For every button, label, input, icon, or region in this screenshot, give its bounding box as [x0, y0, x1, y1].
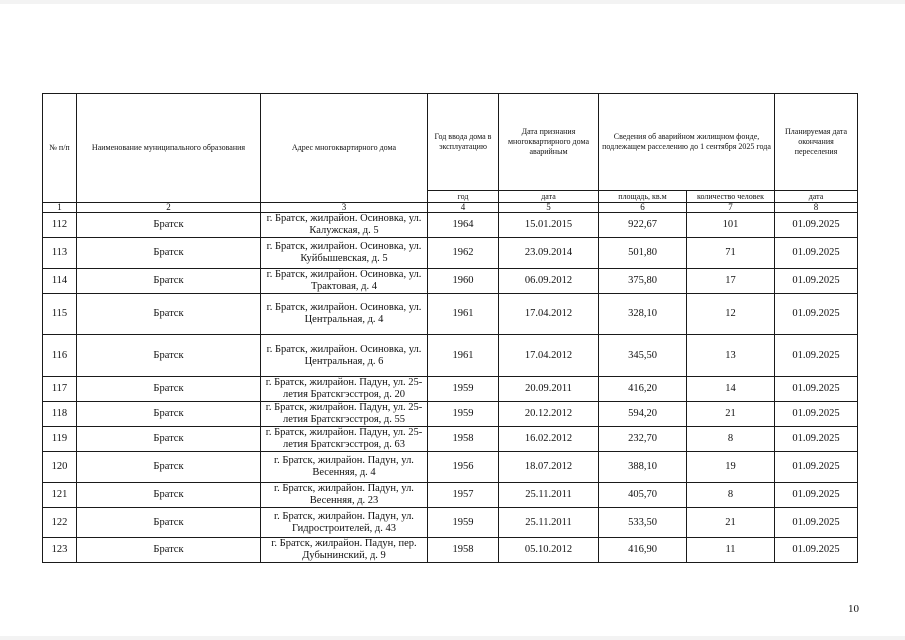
cell-area: 375,80: [599, 269, 687, 294]
subheader-area: площадь, кв.м: [599, 191, 687, 203]
cell-municipality: Братск: [77, 538, 261, 563]
table-row: [43, 427, 858, 452]
cell-address: г. Братск, жилрайон. Падун, ул. 25-летия Братскгэсстроя, д. 55: [261, 402, 428, 427]
cell-num: 116: [43, 335, 77, 377]
cell-num: 122: [43, 508, 77, 538]
cell-people: 21: [687, 402, 775, 427]
cell-year: 1958: [428, 538, 499, 563]
cell-area: 594,20: [599, 402, 687, 427]
cell-planned: 01.09.2025: [775, 335, 858, 377]
cell-num: 118: [43, 402, 77, 427]
column-number: 4: [428, 203, 499, 213]
cell-num: 117: [43, 377, 77, 402]
cell-planned: 01.09.2025: [775, 483, 858, 508]
cell-address: г. Братск, жилрайон. Падун, ул. Весенняя, д. 23: [261, 483, 428, 508]
cell-planned: 01.09.2025: [775, 377, 858, 402]
cell-num: 121: [43, 483, 77, 508]
cell-area: 416,90: [599, 538, 687, 563]
cell-planned: 01.09.2025: [775, 269, 858, 294]
table-row: [43, 483, 858, 508]
subheader-date: дата: [499, 191, 599, 203]
cell-year: 1964: [428, 213, 499, 238]
cell-year: 1957: [428, 483, 499, 508]
cell-area: 405,70: [599, 483, 687, 508]
cell-planned: 01.09.2025: [775, 294, 858, 335]
cell-date: 18.07.2012: [499, 452, 599, 483]
cell-municipality: Братск: [77, 269, 261, 294]
cell-year: 1959: [428, 402, 499, 427]
column-number: 2: [77, 203, 261, 213]
column-number: 5: [499, 203, 599, 213]
cell-address: г. Братск, жилрайон. Падун, ул. 25-летия Братскгэсстроя, д. 20: [261, 377, 428, 402]
cell-num: 119: [43, 427, 77, 452]
cell-date: 17.04.2012: [499, 335, 599, 377]
table-row: [43, 402, 858, 427]
cell-people: 14: [687, 377, 775, 402]
cell-num: 115: [43, 294, 77, 335]
cell-address: г. Братск, жилрайон. Осиновка, ул. Центральная, д. 6: [261, 335, 428, 377]
cell-people: 13: [687, 335, 775, 377]
cell-municipality: Братск: [77, 483, 261, 508]
cell-num: 120: [43, 452, 77, 483]
cell-year: 1959: [428, 377, 499, 402]
header-num: № п/п: [43, 94, 77, 203]
table-row: [43, 238, 858, 269]
cell-people: 8: [687, 483, 775, 508]
cell-num: 112: [43, 213, 77, 238]
table-row: [43, 269, 858, 294]
cell-area: 416,20: [599, 377, 687, 402]
cell-people: 8: [687, 427, 775, 452]
cell-address: г. Братск, жилрайон. Осиновка, ул. Калужская, д. 5: [261, 213, 428, 238]
cell-num: 114: [43, 269, 77, 294]
cell-address: г. Братск, жилрайон. Падун, ул. Гидростроителей, д. 43: [261, 508, 428, 538]
cell-municipality: Братск: [77, 335, 261, 377]
table-row: [43, 538, 858, 563]
cell-planned: 01.09.2025: [775, 402, 858, 427]
subheader-planned: дата: [775, 191, 858, 203]
cell-address: г. Братск, жилрайон. Падун, ул. Весенняя, д. 4: [261, 452, 428, 483]
column-number: 1: [43, 203, 77, 213]
table-row: [43, 335, 858, 377]
header-address: Адрес многоквартирного дома: [261, 94, 428, 203]
page-edge-top: [0, 0, 905, 4]
cell-date: 17.04.2012: [499, 294, 599, 335]
header-planned-date: Планируемая дата окончания переселения: [775, 94, 858, 191]
cell-municipality: Братск: [77, 213, 261, 238]
cell-date: 25.11.2011: [499, 483, 599, 508]
cell-address: г. Братск, жилрайон. Падун, ул. 25-летия Братскгэсстроя, д. 63: [261, 427, 428, 452]
subheader-people: количество человек: [687, 191, 775, 203]
header-recognition-date: Дата признания многоквартирного дома аварийным: [499, 94, 599, 191]
header-municipality: Наименование муниципального образования: [77, 94, 261, 203]
page-number: 10: [848, 603, 859, 615]
cell-area: 922,67: [599, 213, 687, 238]
cell-date: 06.09.2012: [499, 269, 599, 294]
cell-people: 11: [687, 538, 775, 563]
table-row: [43, 377, 858, 402]
cell-people: 19: [687, 452, 775, 483]
page-edge-bottom: [0, 636, 905, 640]
column-number: 3: [261, 203, 428, 213]
header-year: Год ввода дома в эксплуатацию: [428, 94, 499, 191]
cell-planned: 01.09.2025: [775, 452, 858, 483]
table-row: [43, 213, 858, 238]
column-number: 8: [775, 203, 858, 213]
cell-year: 1958: [428, 427, 499, 452]
cell-year: 1962: [428, 238, 499, 269]
cell-year: 1961: [428, 294, 499, 335]
subheader-year: год: [428, 191, 499, 203]
cell-num: 113: [43, 238, 77, 269]
cell-address: г. Братск, жилрайон. Падун, пер. Дубынинский, д. 9: [261, 538, 428, 563]
column-number: 6: [599, 203, 687, 213]
cell-date: 23.09.2014: [499, 238, 599, 269]
cell-year: 1960: [428, 269, 499, 294]
column-number-row: [43, 203, 858, 213]
cell-date: 20.12.2012: [499, 402, 599, 427]
cell-municipality: Братск: [77, 294, 261, 335]
cell-municipality: Братск: [77, 427, 261, 452]
cell-address: г. Братск, жилрайон. Осиновка, ул. Трактовая, д. 4: [261, 269, 428, 294]
cell-municipality: Братск: [77, 452, 261, 483]
cell-municipality: Братск: [77, 377, 261, 402]
cell-municipality: Братск: [77, 402, 261, 427]
cell-municipality: Братск: [77, 508, 261, 538]
cell-date: 15.01.2015: [499, 213, 599, 238]
cell-planned: 01.09.2025: [775, 538, 858, 563]
cell-num: 123: [43, 538, 77, 563]
table-row: [43, 508, 858, 538]
cell-planned: 01.09.2025: [775, 508, 858, 538]
cell-people: 71: [687, 238, 775, 269]
cell-planned: 01.09.2025: [775, 238, 858, 269]
table-row: [43, 294, 858, 335]
cell-date: 05.10.2012: [499, 538, 599, 563]
cell-year: 1961: [428, 335, 499, 377]
cell-area: 328,10: [599, 294, 687, 335]
cell-people: 17: [687, 269, 775, 294]
cell-date: 16.02.2012: [499, 427, 599, 452]
cell-area: 388,10: [599, 452, 687, 483]
cell-area: 501,80: [599, 238, 687, 269]
header-row: [43, 94, 858, 191]
cell-area: 345,50: [599, 335, 687, 377]
cell-area: 533,50: [599, 508, 687, 538]
cell-year: 1959: [428, 508, 499, 538]
cell-people: 101: [687, 213, 775, 238]
cell-address: г. Братск, жилрайон. Осиновка, ул. Куйбышевская, д. 5: [261, 238, 428, 269]
table-body: [43, 213, 858, 563]
cell-date: 25.11.2011: [499, 508, 599, 538]
cell-people: 21: [687, 508, 775, 538]
column-number: 7: [687, 203, 775, 213]
cell-people: 12: [687, 294, 775, 335]
table-row: [43, 452, 858, 483]
emergency-housing-table: [42, 93, 858, 563]
cell-municipality: Братск: [77, 238, 261, 269]
header-fund-info: Сведения об аварийном жилищном фонде, подлежащем расселению до 1 сентября 2025 года: [599, 94, 775, 191]
cell-area: 232,70: [599, 427, 687, 452]
cell-date: 20.09.2011: [499, 377, 599, 402]
cell-planned: 01.09.2025: [775, 213, 858, 238]
cell-address: г. Братск, жилрайон. Осиновка, ул. Центральная, д. 4: [261, 294, 428, 335]
cell-planned: 01.09.2025: [775, 427, 858, 452]
cell-year: 1956: [428, 452, 499, 483]
